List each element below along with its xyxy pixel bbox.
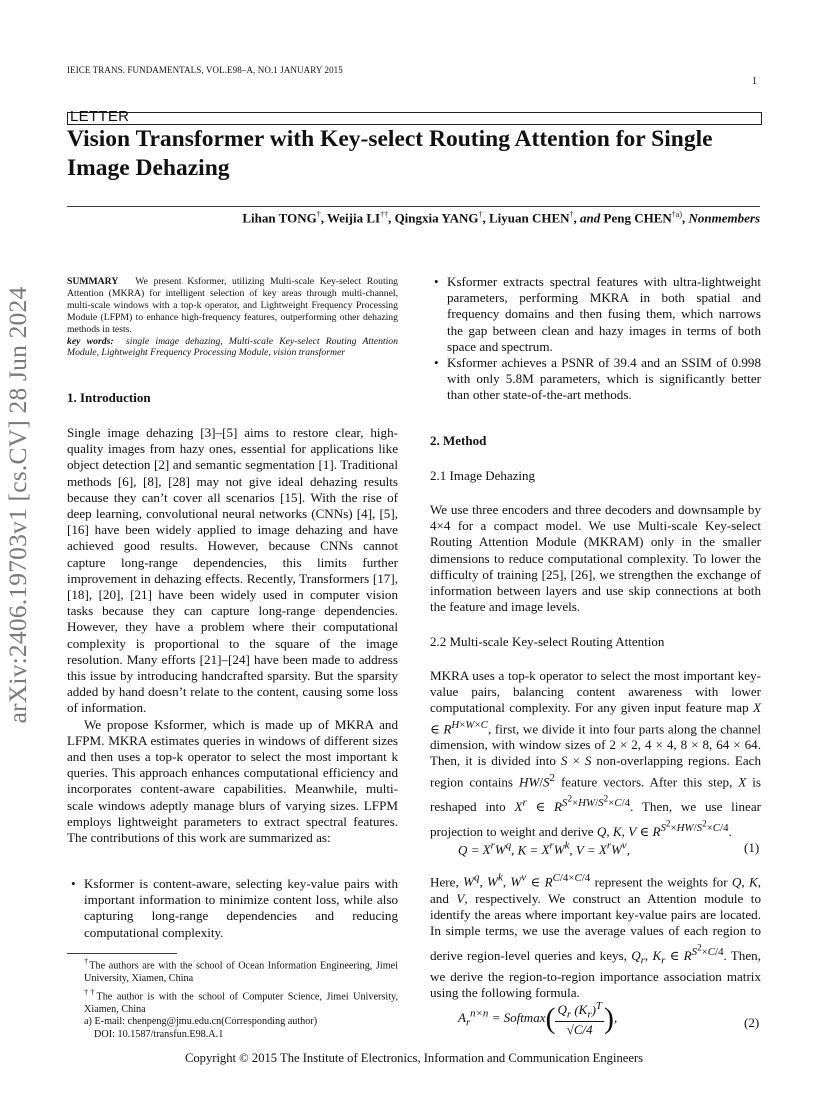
footnote-doi: DOI: 10.1587/transfun.E98.A.1 <box>94 1028 224 1040</box>
page-number: 1 <box>752 76 757 87</box>
keywords-text: single image dehazing, Multi-scale Key-select Routing Attention Module, Lightweight Frequency Processing Module, vision transformer <box>67 335 398 359</box>
paper-title: Vision Transformer with Key-select Routing Attention for Single Image Dehazing <box>67 126 713 181</box>
arxiv-stamp <box>0 286 36 724</box>
summary-text: We present Ksformer, utilizing Multi-scale Key-select Routing Attention (MKRA) for intelligent selection of key areas through multi-channel, multi-scale windows with a top-k operator, and Lightweight Frequency Processing Module (LFPM) to enhance high-frequency features, outperforming other dehazing methods in tests. <box>67 276 399 335</box>
keywords-label: key words: <box>67 335 114 347</box>
contribution-item: • Ksformer is content-aware, selecting key-value pairs with important information to minimize content loss, while also capturing long-range dependencies and reducing computational complexity. <box>67 876 398 941</box>
mkra-paragraph-2: Here, $W^q$, $W^k$, $W^v$ ∈ $R^{C/4\times C/4}$ represent the weights for Q, K, and V, respectively. We construct an Attention module to identify the areas where important key-value pairs are located. In simple terms, we use the average values of each region to derive region-level queries and keys, $Q_r$, $K_r$ ∈ $R^{S^2\times C/4}$. Then, we derive the region-to-region importance association matrix using the following formula. <box>430 872 761 1001</box>
keywords <box>67 336 398 360</box>
mkra-paragraph: MKRA uses a top-k operator to select the most important key-value pairs, balancing content awareness with lower computational complexity. For any given input feature map X ∈ $R^{H\times W\times C}$, first, we divide it into four parts along the channel dimension, with window sizes of 2 × 2, 4 × 4, 8 × 8, 64 × 64. Then, it is divided into S × S non-overlapping regions. Each region contains $HW/S^2$ feature vectors. After this step, X is reshaped into $X^r$ ∈ $R^{S^2\times HW/S^2\times C/4}$. Then, we use linear projection to weight and derive Q, K, V ∈ $R^{S^2\times HW/S^2\times C/4}$. <box>430 668 761 840</box>
footnotes <box>67 955 398 1041</box>
author-list: Lihan TONG†, Weijia LI††, Qingxia YANG†, Liyuan CHEN†, and Peng CHEN$^{\dagger a)}$, Nonmembers <box>242 210 760 226</box>
summary-label: SUMMARY <box>67 276 119 287</box>
summary-block <box>67 276 398 359</box>
contribution-item: • Ksformer extracts spectral features with ultra-lightweight parameters, performing MKRA in both spatial and frequency domains and then fusing them, which narrows the gap between clean and hazy images in terms of both space and spectrum. <box>430 274 761 355</box>
image-dehazing-body <box>430 502 761 615</box>
subsection-heading-mkra: 2.2 Multi-scale Key-select Routing Attention <box>430 634 665 649</box>
mkra-after-eq1 <box>430 870 761 1001</box>
footnote-email: a) E-mail: chenpeng@jmu.edu.cn(Corresponding author) <box>84 1016 318 1028</box>
article-type: LETTER <box>70 108 130 125</box>
contributions-list-1 <box>67 876 398 941</box>
mkra-body <box>430 668 761 841</box>
intro-paragraph-1: Single image dehazing [3]–[5] aims to restore clear, high-quality images from hazy ones, essential for applications like object detection [2] and semantic segmentation [1]. Traditional methods [6], [8], [28] may not give ideal dehazing results because they can’t cover all scenarios [15]. With the rise of deep learning, convolutional neural networks (CNNs) [4], [5], [16] have been widely applied to image dehazing and have achieved good results. However, because CNNs cannot capture long-range dependencies, this limits further improvement in dehazing effects. Recently, Transformers [17], [18], [20], [21] have been widely used in computer vision tasks because they can capture long-range dependencies. However, they have a problem where their computational complexity is proportional to the square of the image resolution. Many efforts [21]–[24] have been made to address this issue by introducing handcrafted sparsity. But the sparsity added by hand doesn’t relate to the content, causing some loss of information. <box>67 425 398 716</box>
running-header: IEICE TRANS. FUNDAMENTALS, VOL.E98–A, NO.1 JANUARY 2015 <box>67 65 343 75</box>
equation-1-number: (1) <box>744 840 760 855</box>
arxiv-stamp-text: arXiv:2406.19703v1 [cs.CV] 28 Jun 2024 <box>3 286 32 724</box>
equation-2-number: (2) <box>744 1015 760 1030</box>
intro-paragraph-2: We propose Ksformer, which is made up of MKRA and LFPM. MKRA estimates queries in windows of different sizes and then uses a top-k operator to select the most important k queries. This approach enhances computational efficiency and incorporates content-aware capabilities. Meanwhile, multi-scale windows adeptly manage blurs of varying sizes. LFPM employs lightweight parameters to extract spectral features. The contributions of this work are summarized as: <box>67 716 398 846</box>
title-rule <box>67 206 760 207</box>
image-dehazing-paragraph: We use three encoders and three decoders and downsample by 4×4 for a compact model. We use Multi-scale Key-select Routing Attention Module (MKRAM) only in the smaller dimensions to reduce computational complexity. To lower the difficulty of training [25], [26], we strengthen the exchange of information between layers and use skip connections at both the feature and image levels. <box>430 502 761 615</box>
equation-2: $A_r^{n\times n}$ = Softmax( $\frac{Q_r (K_r)^T}{√C/4}$ ), <box>458 1000 618 1037</box>
subsection-heading-image-dehazing: 2.1 Image Dehazing <box>430 468 536 483</box>
footnote-1: †The authors are with the school of Ocean Information Engineering, Jimei University, Xiamen, China <box>84 956 398 984</box>
footnote-2: ††The author is with the school of Computer Science, Jimei University, Xiamen, China <box>84 986 399 1015</box>
section-heading-method: 2. Method <box>430 433 487 448</box>
equation-1: $Q = X^rW^q$, $K = X^rW^k$, $V = X^rW^v$, <box>458 840 630 858</box>
copyright-footer: Copyright © 2015 The Institute of Electronics, Information and Communication Engineers <box>184 1051 644 1065</box>
article-type-box <box>67 112 762 125</box>
footnote-rule <box>67 953 177 954</box>
contributions-list-2 <box>430 274 761 404</box>
intro-body <box>67 425 398 846</box>
section-heading-introduction: 1. Introduction <box>67 390 151 405</box>
contribution-item: • Ksformer achieves a PSNR of 39.4 and an SSIM of 0.998 with only 5.8M parameters, which is significantly better than other state-of-the-art methods. <box>430 355 761 404</box>
